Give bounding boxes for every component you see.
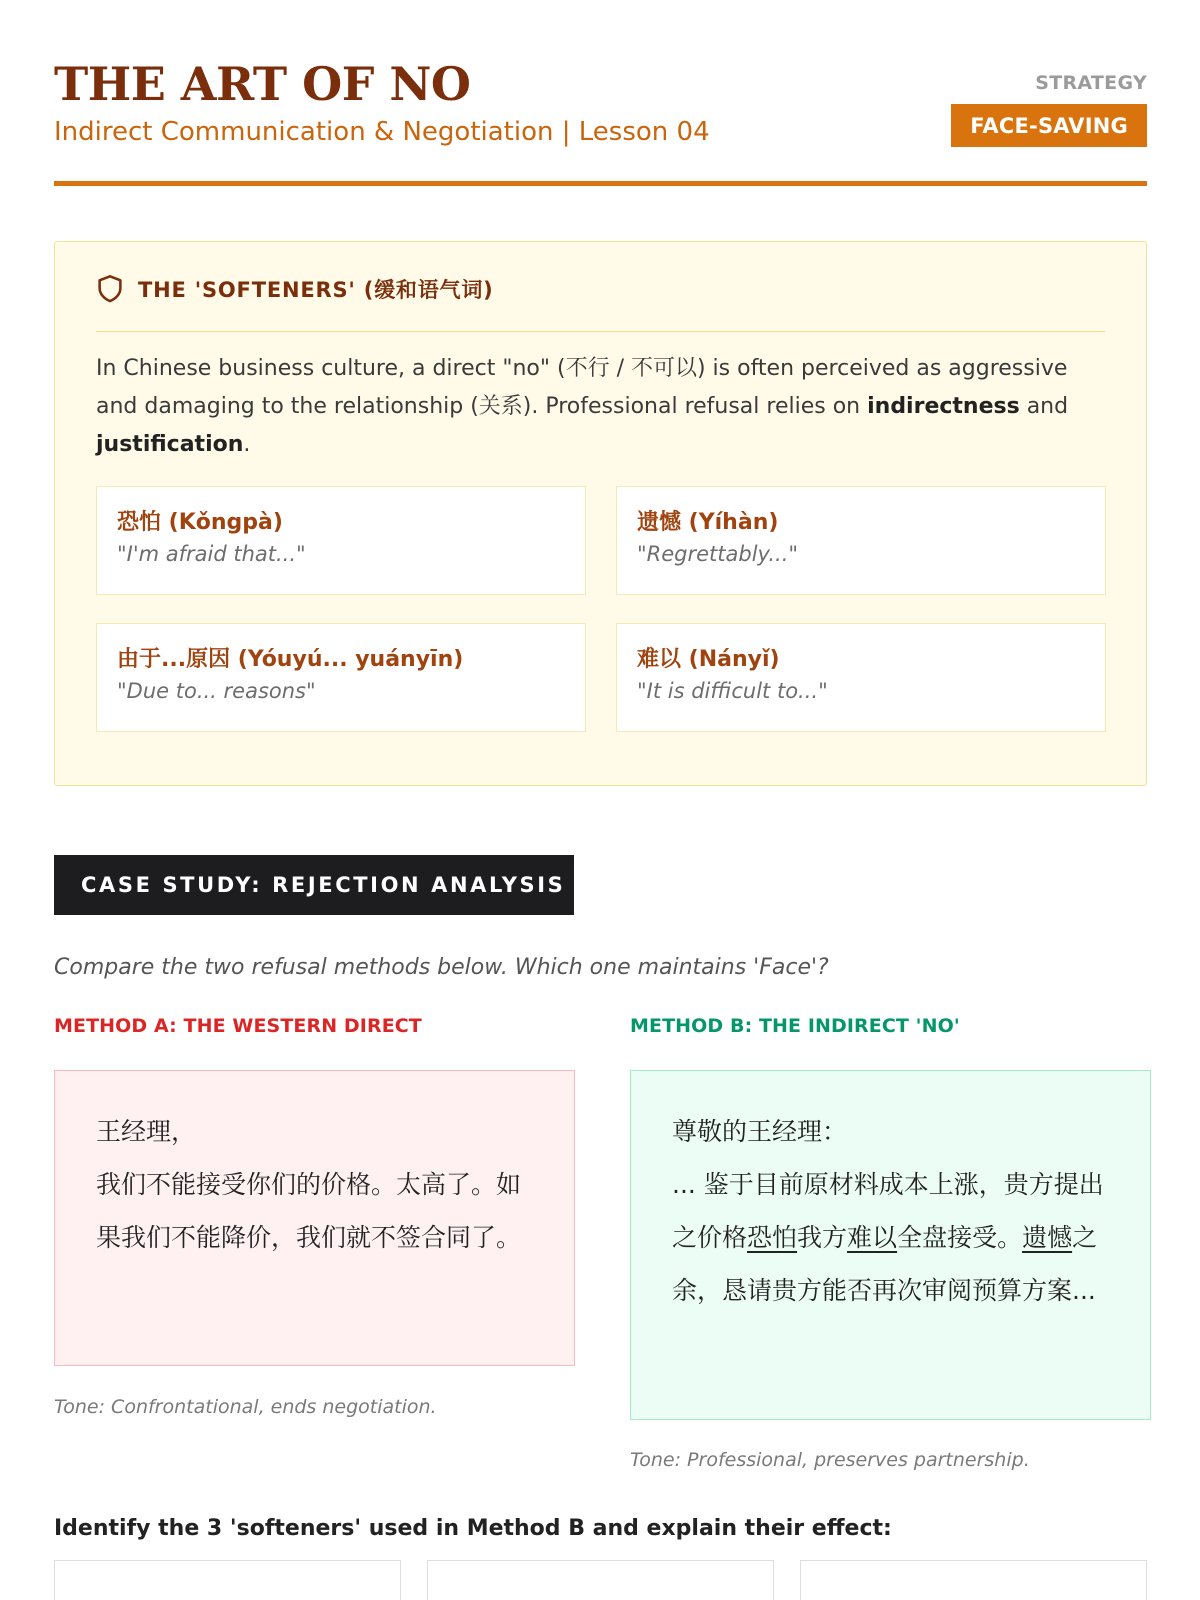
method-a-tone: Tone: Confrontational, ends negotiation.: [54, 1396, 437, 1418]
softener-highlight: 遗憾: [1022, 1223, 1073, 1252]
method-b-text: 之余，恳请贵方能否再次审阅预算方案...: [672, 1223, 1098, 1305]
desc-text: In Chinese business culture, a direct "no" (不行 / 不可以) is often perceived as aggressive and damaging to the relationship (关系). Professional refusal relies on: [96, 356, 1068, 419]
phrase-term: 由于...原因 (Yóuyú... yuányīn): [117, 647, 464, 672]
phrase-meaning: "It is difficult to...": [637, 679, 828, 703]
phrase-card: [616, 486, 1106, 595]
phrase-term: 难以 (Nányǐ): [637, 647, 780, 672]
header-divider: [54, 181, 1147, 186]
case-study-label: CASE STUDY: REJECTION ANALYSIS: [54, 855, 574, 915]
phrase-card: [96, 623, 586, 732]
method-b-salutation: 尊敬的王经理：: [672, 1117, 848, 1146]
phrase-meaning: "I'm afraid that...": [117, 542, 306, 566]
tag-badge: FACE-SAVING: [951, 104, 1147, 147]
answer-box-1[interactable]: [54, 1560, 401, 1600]
method-a-body: 我们不能接受你们的价格。太高了。如果我们不能降价，我们就不签合同了。: [96, 1170, 522, 1252]
softeners-description: [96, 350, 1105, 464]
shield-icon: [96, 274, 124, 304]
answer-box-3[interactable]: [800, 1560, 1147, 1600]
softeners-heading-text: THE 'SOFTENERS' (缓和语气词): [138, 277, 494, 302]
tag-area: [951, 72, 1147, 147]
page-subtitle: Indirect Communication & Negotiation | Lesson 04: [54, 117, 710, 147]
method-a-box: [54, 1070, 575, 1366]
exercise-question: Identify the 3 'softeners' used in Method B and explain their effect:: [54, 1516, 892, 1541]
phrase-meaning: "Regrettably...": [637, 542, 799, 566]
method-b-label: METHOD B: THE INDIRECT 'NO': [630, 1015, 960, 1037]
tag-label: STRATEGY: [1035, 72, 1147, 94]
method-b-text: 全盘接受。: [897, 1223, 1023, 1252]
method-b-text: 我方: [797, 1223, 848, 1252]
desc-text: and: [1019, 394, 1069, 419]
phrase-term: 恐怕 (Kǒngpà): [117, 510, 283, 535]
answer-box-2[interactable]: [427, 1560, 774, 1600]
desc-text: .: [243, 432, 251, 457]
case-study-instruction: Compare the two refusal methods below. Which one maintains 'Face'?: [54, 955, 829, 980]
method-b-tone: Tone: Professional, preserves partnership.: [630, 1449, 1030, 1471]
desc-emphasis: indirectness: [867, 394, 1020, 419]
phrase-card: [96, 486, 586, 595]
phrase-card: [616, 623, 1106, 732]
phrase-term: 遗憾 (Yíhàn): [637, 510, 779, 535]
page-title: THE ART OF NO: [54, 57, 471, 111]
softeners-panel: [54, 241, 1147, 786]
softener-highlight: 难以: [847, 1223, 898, 1252]
method-a-label: METHOD A: THE WESTERN DIRECT: [54, 1015, 422, 1037]
page-header: [54, 58, 1147, 148]
method-b-body: [672, 1158, 1109, 1317]
method-b-box: [630, 1070, 1151, 1420]
softeners-heading: [96, 242, 1105, 332]
softener-highlight: 恐怕: [747, 1223, 798, 1252]
method-a-salutation: 王经理，: [96, 1117, 197, 1146]
phrase-grid: [96, 486, 1105, 732]
phrase-meaning: "Due to... reasons": [117, 679, 316, 703]
desc-emphasis: justification: [96, 432, 244, 457]
method-b-text: ... 鉴于目前原材料成本上涨，贵方提出之价格: [672, 1170, 1104, 1252]
